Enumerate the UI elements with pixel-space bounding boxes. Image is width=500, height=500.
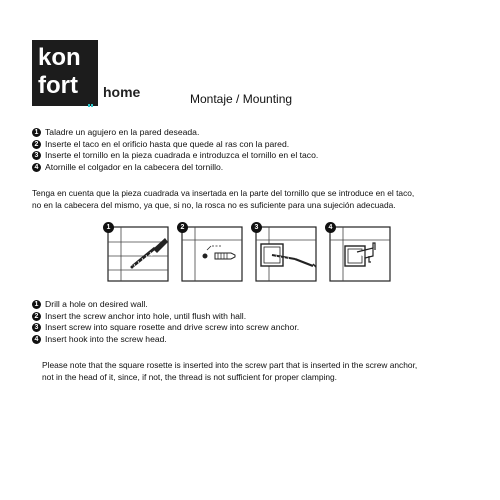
- note-line: Please note that the square rosette is inserted into the screw part that is inserted in the screw anchor,: [42, 360, 418, 370]
- mounting-diagrams: [103, 220, 393, 286]
- step-item: [32, 150, 318, 162]
- note-line: no en la cabecera del mismo, ya que, si no, la rosca no es suficiente para una sujeción adecuada.: [32, 200, 396, 210]
- step-text: Insert hook into the screw head.: [45, 333, 167, 344]
- step-number: 4: [32, 163, 41, 172]
- step-number: 1: [32, 128, 41, 137]
- step-number: 1: [32, 300, 41, 309]
- step-item: [32, 127, 318, 139]
- page-title: Montaje / Mounting: [190, 92, 293, 106]
- diagram-number: 1: [103, 222, 114, 233]
- logo-text-top: kon: [38, 44, 81, 71]
- step-text: Taladre un agujero en la pared deseada.: [45, 127, 200, 137]
- hook-mount-diagram: [329, 226, 391, 282]
- step-item: [32, 334, 299, 346]
- step-text: Inserte el tornillo en la pieza cuadrada e introduzca el tornillo en el taco.: [45, 150, 319, 161]
- note-line: not in the head of it, since, if not, the thread is not sufficient for proper clamping.: [42, 372, 338, 382]
- spanish-note: [32, 187, 414, 211]
- logo-text-bottom: fort: [38, 72, 78, 99]
- spanish-steps: [32, 127, 318, 173]
- diagram-number: 2: [177, 222, 188, 233]
- anchor-insert-diagram: [181, 226, 243, 282]
- brand-logo: [32, 40, 98, 106]
- step-number: 3: [32, 323, 41, 332]
- step-text: Drill a hole on desired wall.: [45, 299, 148, 309]
- step-text: Atornille el colgador en la cabecera del tornillo.: [45, 161, 224, 172]
- step-text: Insert screw into square rosette and drive screw into screw anchor.: [45, 322, 300, 333]
- screw-rosette-diagram: [255, 226, 317, 282]
- step-text: Insert the screw anchor into hole, until flush with hall.: [45, 310, 247, 321]
- logo-accent-dots: [88, 94, 95, 97]
- diagram-number: 4: [325, 222, 336, 233]
- diagram-number: 3: [251, 222, 262, 233]
- english-note: [42, 359, 417, 383]
- step-item: [32, 299, 299, 311]
- step-text: Inserte el taco en el orificio hasta que quede al ras con la pared.: [45, 138, 290, 149]
- step-item: [32, 311, 299, 323]
- step-number: 2: [32, 140, 41, 149]
- step-item: [32, 162, 318, 174]
- step-number: 2: [32, 312, 41, 321]
- step-number: 4: [32, 335, 41, 344]
- drill-hole-diagram: [107, 226, 169, 282]
- step-number: 3: [32, 151, 41, 160]
- note-line: Tenga en cuenta que la pieza cuadrada va insertada en la parte del tornillo que se introduce en el taco,: [32, 188, 415, 198]
- step-item: [32, 139, 318, 151]
- logo-suffix: home: [103, 84, 141, 100]
- english-steps: [32, 299, 299, 345]
- step-item: [32, 322, 299, 334]
